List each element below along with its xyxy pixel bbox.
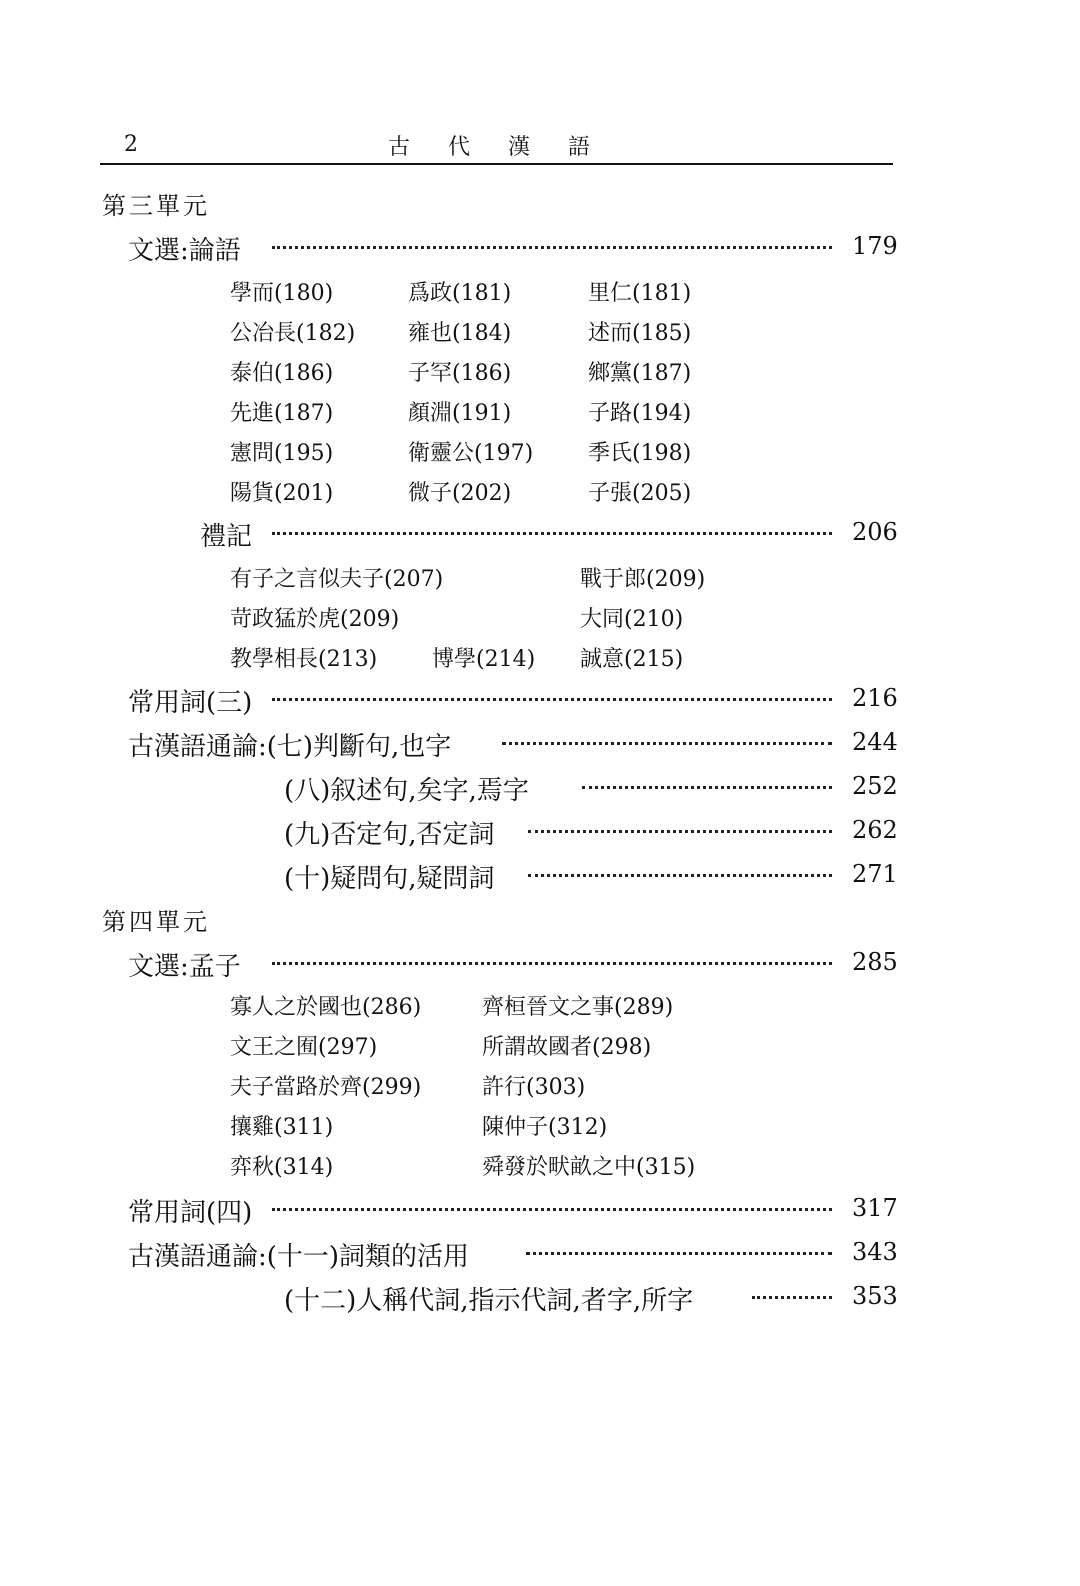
toc-entry-vocab[interactable]: 常用詞(四): [128, 1198, 253, 1228]
page-ref: 343: [852, 1238, 898, 1266]
toc-entry-lunyu[interactable]: 文選:論語: [128, 236, 241, 266]
sub-entry[interactable]: 述而(185): [588, 321, 692, 346]
leader-dots: [272, 962, 832, 965]
sub-entry[interactable]: 爲政(181): [408, 281, 512, 306]
leader-dots: [272, 1208, 832, 1211]
toc-entry-general[interactable]: 古漢語通論:(七)判斷句,也字: [128, 732, 452, 762]
page-ref: 216: [852, 684, 898, 712]
unit4-title: 第四單元: [102, 908, 210, 936]
sub-entry[interactable]: 微子(202): [408, 481, 512, 506]
page-ref: 353: [852, 1282, 898, 1310]
sub-entry[interactable]: 有子之言似夫子(207): [230, 567, 444, 592]
sub-entry[interactable]: 泰伯(186): [230, 361, 334, 386]
toc-entry-general[interactable]: (十)疑問句,疑問詞: [284, 864, 495, 894]
toc-entry-vocab[interactable]: 常用詞(三): [128, 688, 253, 718]
page-ref: 244: [852, 728, 898, 756]
sub-entry[interactable]: 文王之囿(297): [230, 1035, 378, 1060]
toc-entry-general[interactable]: (八)叙述句,矣字,焉字: [284, 776, 529, 806]
toc-entry-general[interactable]: 古漢語通論:(十一)詞類的活用: [128, 1242, 470, 1272]
sub-entry[interactable]: 先進(187): [230, 401, 334, 426]
leader-dots: [502, 742, 832, 745]
sub-entry[interactable]: 舜發於畎畝之中(315): [482, 1155, 696, 1180]
leader-dots: [272, 246, 832, 249]
unit3-title: 第三單元: [102, 192, 210, 220]
leader-dots: [752, 1296, 832, 1299]
sub-entry[interactable]: 公冶長(182): [230, 321, 356, 346]
sub-entry[interactable]: 陽貨(201): [230, 481, 334, 506]
sub-entry[interactable]: 學而(180): [230, 281, 334, 306]
sub-entry[interactable]: 衛靈公(197): [408, 441, 534, 466]
toc-entry-general[interactable]: (九)否定句,否定詞: [284, 820, 495, 850]
sub-entry[interactable]: 鄉黨(187): [588, 361, 692, 386]
sub-entry[interactable]: 子路(194): [588, 401, 692, 426]
sub-entry[interactable]: 弈秋(314): [230, 1155, 334, 1180]
leader-dots: [272, 698, 832, 701]
sub-entry[interactable]: 子罕(186): [408, 361, 512, 386]
toc-entry-mengzi[interactable]: 文選:孟子: [128, 952, 241, 982]
page-ref: 271: [852, 860, 898, 888]
leader-dots: [528, 874, 832, 877]
page-ref: 252: [852, 772, 898, 800]
leader-dots: [526, 1252, 832, 1255]
sub-entry[interactable]: 齊桓晉文之事(289): [482, 995, 674, 1020]
sub-entry[interactable]: 所謂故國者(298): [482, 1035, 652, 1060]
sub-entry[interactable]: 雍也(184): [408, 321, 512, 346]
sub-entry[interactable]: 攘雞(311): [230, 1115, 334, 1140]
toc-entry-general[interactable]: (十二)人稱代詞,指示代詞,者字,所字: [284, 1286, 694, 1316]
running-title: 古代漢語: [388, 135, 629, 160]
leader-dots: [582, 786, 832, 789]
sub-entry[interactable]: 陳仲子(312): [482, 1115, 608, 1140]
page-ref: 317: [852, 1194, 898, 1222]
page-ref: 262: [852, 816, 898, 844]
page-ref: 179: [852, 232, 898, 260]
header-rule: [100, 163, 893, 165]
sub-entry[interactable]: 大同(210): [580, 607, 684, 632]
page-ref: 285: [852, 948, 898, 976]
sub-entry[interactable]: 苛政猛於虎(209): [230, 607, 400, 632]
leader-dots: [272, 532, 832, 535]
sub-entry[interactable]: 顏淵(191): [408, 401, 512, 426]
page-number: 2: [124, 132, 138, 157]
sub-entry[interactable]: 寡人之於國也(286): [230, 995, 422, 1020]
toc-entry-liji[interactable]: 禮記: [200, 522, 253, 552]
sub-entry[interactable]: 子張(205): [588, 481, 692, 506]
sub-entry[interactable]: 戰于郎(209): [580, 567, 706, 592]
page-ref: 206: [852, 518, 898, 546]
leader-dots: [528, 830, 832, 833]
sub-entry[interactable]: 夫子當路於齊(299): [230, 1075, 422, 1100]
sub-entry[interactable]: 季氏(198): [588, 441, 692, 466]
sub-entry[interactable]: 教學相長(213): [230, 647, 378, 672]
sub-entry[interactable]: 里仁(181): [588, 281, 692, 306]
sub-entry[interactable]: 博學(214): [432, 647, 536, 672]
sub-entry[interactable]: 誠意(215): [580, 647, 684, 672]
sub-entry[interactable]: 許行(303): [482, 1075, 586, 1100]
sub-entry[interactable]: 憲問(195): [230, 441, 334, 466]
